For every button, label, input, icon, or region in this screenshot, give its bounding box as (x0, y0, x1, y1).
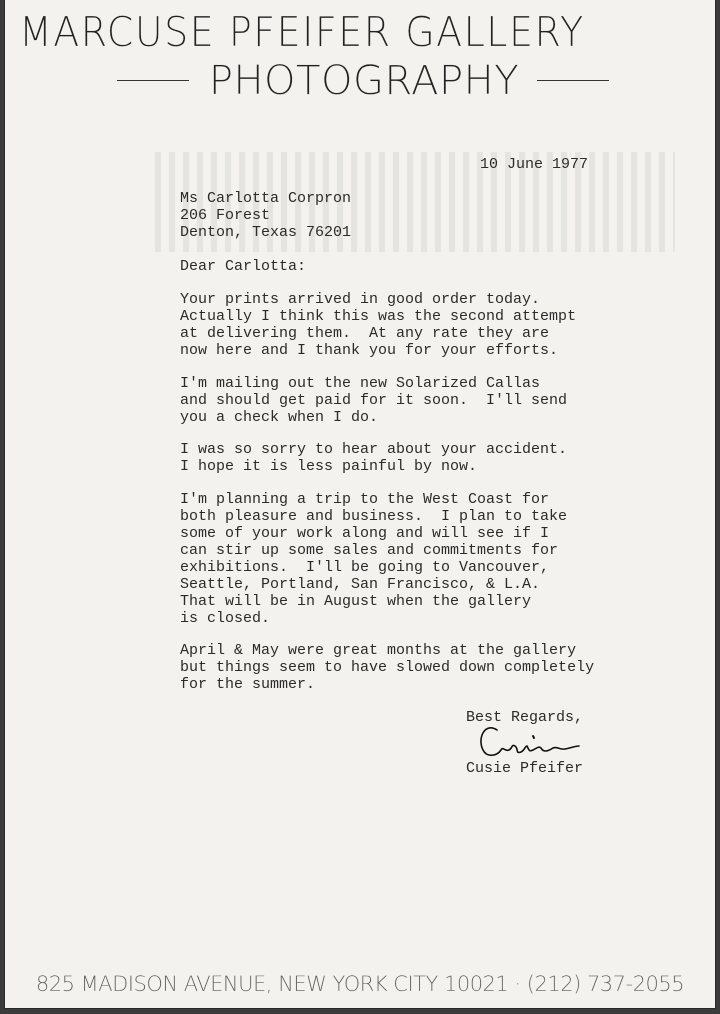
paragraph: April & May were great months at the gallery but things seem to have slowed down completely for the summer. (180, 642, 595, 693)
gallery-name: MARCUSE PFEIFER GALLERY (19, 8, 585, 56)
letter-page (5, 0, 715, 1008)
recipient-name: Ms Carlotta Corpron (180, 190, 352, 207)
paragraph: I was so sorry to hear about your accident. I hope it is less painful by now. (180, 441, 568, 475)
paragraph: I'm mailing out the new Solarized Callas and should get paid for it soon. I'll send you a check when I do. (180, 375, 568, 426)
handwritten-signature (475, 716, 585, 766)
letterhead-footer: 825 MADISON AVENUE, NEW YORK CITY 10021 · (212) 737-2055 (35, 972, 685, 996)
subtitle-photography: PHOTOGRAPHY (208, 58, 520, 104)
rule-left (117, 80, 189, 81)
letter-date: 10 June 1977 (480, 156, 589, 173)
rule-right (537, 80, 609, 81)
salutation: Dear Carlotta: (180, 258, 307, 275)
closing: Best Regards, (466, 709, 584, 726)
recipient-city: Denton, Texas 76201 (180, 224, 352, 241)
paragraph: I'm planning a trip to the West Coast for both pleasure and business. I plan to take some of your work along and will see if I can stir up some sales and commitments for exhibitions. I'll be going to Vancouver, Seattle, Portland, San Francisco, & L.A. That will be in August when the gallery is closed. (180, 491, 568, 627)
recipient-address (180, 190, 351, 241)
recipient-street: 206 Forest (180, 207, 271, 224)
letterhead-subtitle (5, 58, 715, 102)
signer-name: Cusie Pfeifer (466, 760, 584, 777)
paragraph: Your prints arrived in good order today. Actually I think this was the second attempt at delivering them. At any rate they are now here and I thank you for your efforts. (180, 291, 577, 359)
